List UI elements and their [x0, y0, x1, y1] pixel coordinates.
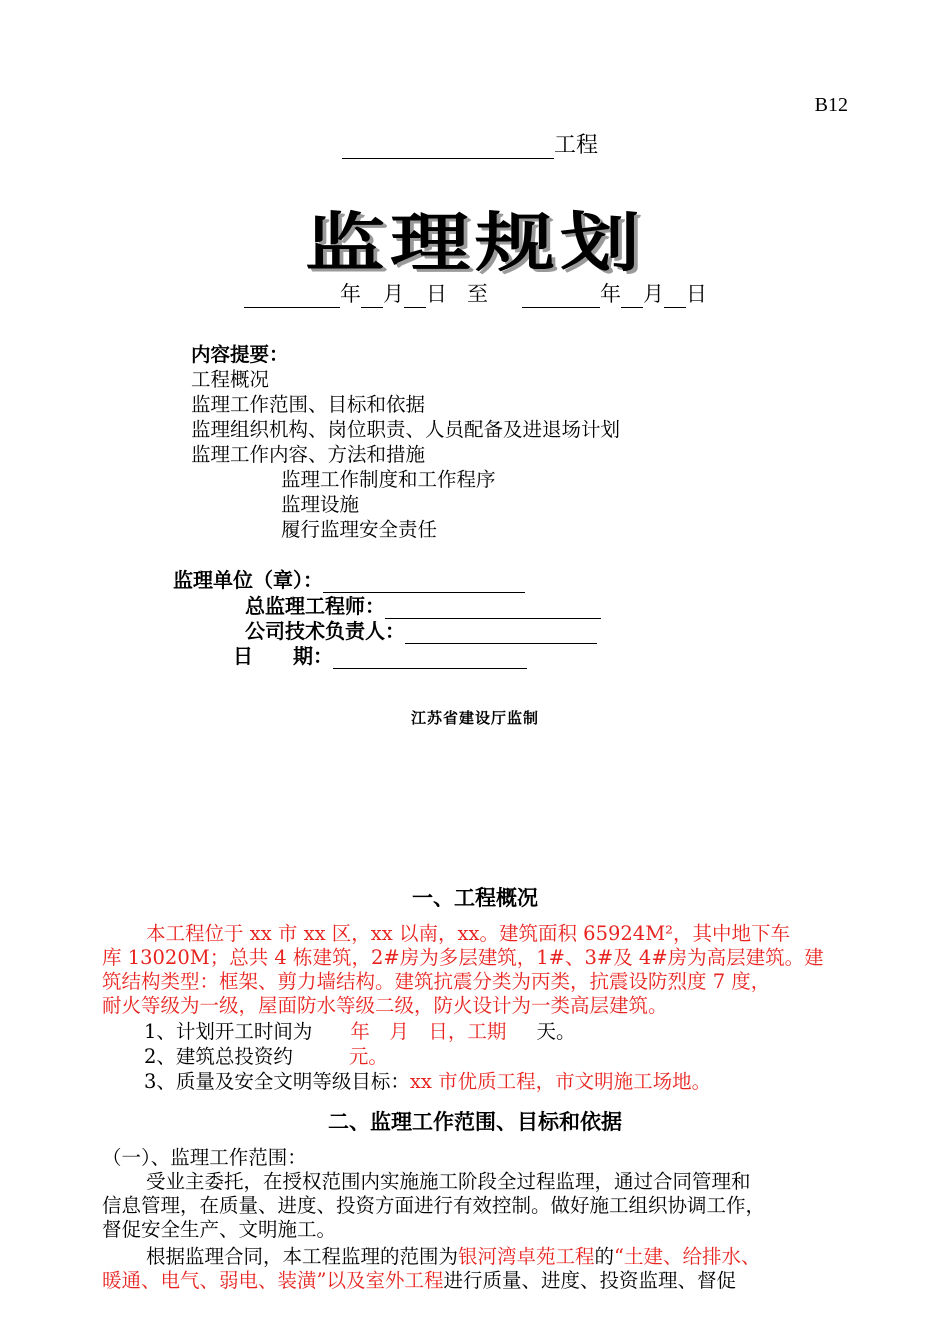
start-year-blank[interactable] — [244, 287, 340, 308]
item-value: xx 市优质工程，市文明施工场地。 — [409, 1070, 712, 1093]
contents-item: 监理组织机构、岗位职责、人员配备及进退场计划 — [191, 418, 621, 441]
start-month-blank[interactable] — [361, 287, 383, 308]
item-end: 天。 — [536, 1020, 576, 1043]
signature-date — [233, 640, 527, 669]
contents-heading: 内容提要： — [191, 343, 289, 366]
signature-unit-label: 监理单位（章）： — [173, 568, 323, 592]
paragraph-line: 受业主委托，在授权范围内实施施工阶段全过程监理，通过合同管理和 — [146, 1170, 751, 1193]
contents-item: 工程概况 — [191, 368, 270, 391]
project-name-blank[interactable] — [342, 136, 554, 159]
year-label: 年 — [340, 282, 361, 306]
paragraph-line: 信息管理，在质量、进度、投资方面进行有效控制。做好施工组织协调工作， — [102, 1194, 766, 1217]
signature-unit — [173, 564, 525, 593]
section-1-paragraph — [102, 922, 848, 1018]
day-label: 日 — [426, 282, 447, 306]
end-year-blank[interactable] — [522, 287, 600, 308]
section-2-title: 二、监理工作范围、目标和依据 — [328, 1110, 622, 1134]
month-label: 月 — [383, 282, 404, 306]
project-suffix: 工程 — [554, 133, 599, 158]
start-day-blank[interactable] — [404, 287, 426, 308]
signature-date-blank[interactable] — [333, 648, 527, 669]
contents-summary — [191, 342, 620, 542]
item-value: 年 月 日，工期 — [350, 1020, 507, 1043]
document-code: B12 — [814, 94, 848, 116]
project-name-highlight: 银河湾卓苑工程 — [458, 1245, 595, 1268]
section-1-item-2 — [102, 1045, 848, 1069]
paragraph-line: 筑结构类型：框架、剪力墙结构。建筑抗震分类为丙类，抗震设防烈度 7 度， — [102, 970, 771, 993]
contents-item: 监理工作范围、目标和依据 — [191, 393, 426, 416]
year-label: 年 — [600, 282, 621, 306]
month-label: 月 — [643, 282, 664, 306]
day-label: 日 — [686, 282, 707, 306]
supervisor-note: 江苏省建设厅监制 — [410, 709, 539, 727]
contents-sub-item: 监理设施 — [281, 493, 360, 516]
paragraph-line: 暖通、电气、弱电、装潢”以及室外工程进行质量、进度、投资监理、督促 — [102, 1269, 736, 1292]
contents-sub-item: 履行监理安全责任 — [281, 518, 438, 541]
section-1-item-1 — [102, 1020, 848, 1044]
date-range — [244, 278, 707, 308]
signature-date-label: 日 期： — [233, 644, 333, 668]
to-label: 至 — [467, 282, 488, 306]
scope-highlight: 暖通、电气、弱电、装潢”以及室外工程 — [102, 1269, 444, 1292]
contents-item: 监理工作内容、方法和措施 — [191, 443, 426, 466]
paragraph-line: 本工程位于 xx 市 xx 区，xx 以南，xx。建筑面积 65924M²，其中地下车 — [146, 922, 790, 945]
item-value: 元。 — [348, 1045, 388, 1068]
item-label: 1、计划开工时间为 — [144, 1020, 313, 1043]
section-2-paragraph-2 — [102, 1245, 848, 1293]
item-label: 3、质量及安全文明等级目标： — [144, 1070, 410, 1093]
paragraph-line: 耐火等级为一级，屋面防水等级二级，防火设计为一类高层建筑。 — [102, 994, 668, 1017]
end-day-blank[interactable] — [664, 287, 686, 308]
main-title: 监理规划 — [305, 207, 645, 281]
section-2-paragraph-1 — [102, 1170, 848, 1242]
section-1-title: 一、工程概况 — [412, 886, 538, 910]
paragraph-line: 库 13020M；总共 4 栋建筑，2#房为多层建筑，1#、3#及 4#房为高层建筑。建 — [102, 946, 824, 969]
section-2-subheading: （一）、监理工作范围： — [102, 1146, 307, 1169]
section-1-item-3 — [102, 1070, 848, 1094]
scope-highlight: “土建、给排水、 — [614, 1245, 761, 1268]
end-month-blank[interactable] — [621, 287, 643, 308]
signature-tech-label: 公司技术负责人： — [245, 619, 405, 643]
item-label: 2、建筑总投资约 — [144, 1045, 293, 1068]
project-name-line — [342, 128, 598, 159]
signature-chief-label: 总监理工程师： — [245, 594, 385, 618]
paragraph-line: 督促安全生产、文明施工。 — [102, 1218, 337, 1241]
contents-sub-item: 监理工作制度和工作程序 — [281, 468, 496, 491]
paragraph-line: 根据监理合同，本工程监理的范围为银河湾卓苑工程的“土建、给排水、 — [146, 1245, 761, 1268]
